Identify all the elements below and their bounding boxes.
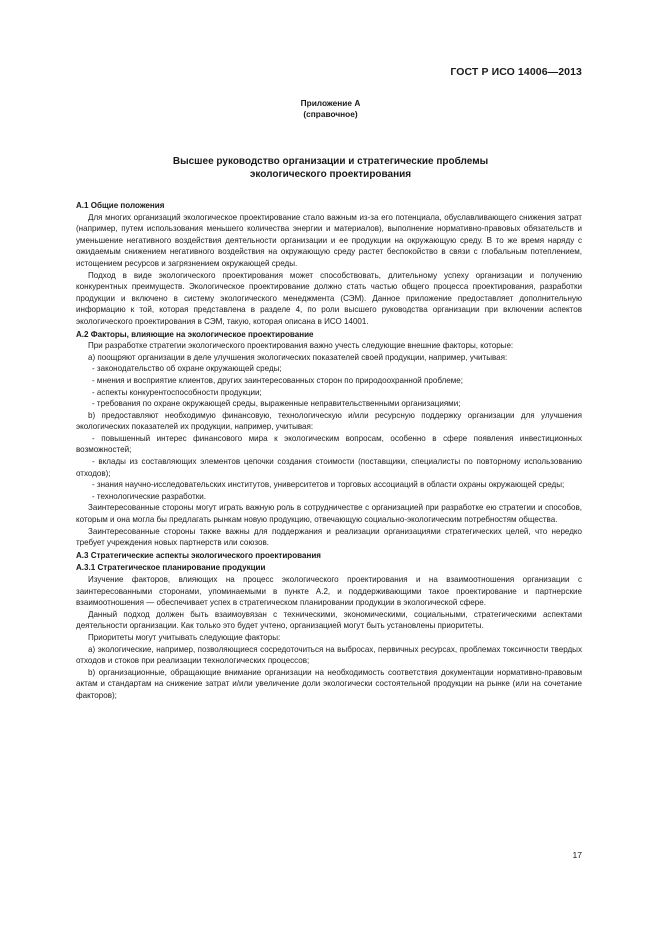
body-paragraph: а) поощряют организации в деле улучшения экологических показателей своей продукции, например, учитывая: bbox=[88, 352, 508, 362]
annex-heading bbox=[0, 98, 661, 120]
document-id: ГОСТ Р ИСО 14006—2013 bbox=[450, 66, 582, 78]
body-paragraph: Заинтересованные стороны могут играть важную роль в сотрудничестве с организацией при разработке ею стратегии и способов, которым и она могла бы предлагать рынкам новую продукцию, отвечающую социально-экологическим потребностям общества. bbox=[76, 503, 582, 525]
bullet-item: - технологические разработки. bbox=[92, 491, 207, 501]
section-heading: А.1 Общие положения bbox=[76, 201, 165, 210]
annex-note: (справочное) bbox=[303, 109, 358, 119]
body-paragraph: При разработке стратегии экологического проектирования важно учесть следующие внешние факторы, которые: bbox=[88, 341, 514, 351]
body-paragraph: Для многих организаций экологическое проектирование стало важным из-за его потенциала, обуславливающего снижения затрат (например, путем использования меньшего количества энергии и материалов), выполнение нормативно-правовых обязательств и уменьшение негативного воздействия деятельности организации и ее продукции на окружающую среду. В то же время наряду с ожидаемым снижением негативного воздействия на окружающую среду растет беспокойство в связи с глобальным потеплением, истощением ресурсов и загрязнением окружающей среды. bbox=[76, 212, 582, 268]
annex-main-title-line-1: Высшее руководство организации и стратегические проблемы bbox=[172, 156, 489, 167]
body-paragraph: b) предоставляют необходимую финансовую, технологическую и/или ресурсную поддержку организации для улучшения экологических показателей их продукции, например, учитывая: bbox=[76, 410, 582, 432]
bullet-item: - повышенный интерес финансового мира к экологическим вопросам, особенно в сфере появления инвестиционных возможностей; bbox=[76, 433, 582, 455]
bullet-item: - вклады из составляющих элементов цепочки создания стоимости (поставщики, специалисты по повторному использованию отходов); bbox=[76, 457, 582, 478]
annex-title: Приложение А bbox=[300, 98, 361, 108]
section-heading: А.3.1 Стратегическое планирование продукции bbox=[76, 563, 266, 573]
body-paragraph: Заинтересованные стороны также важны для поддержания и реализации организациями стратегических целей, что нередко требует учреждения новых партнерств или союзов. bbox=[76, 526, 582, 548]
document-body bbox=[76, 199, 582, 702]
body-paragraph: b) организационные, обращающие внимание организации на необходимость соответствия документации нормативно-правовым актам и стандартам на снижение затрат и/или увеличение доли экологически состоятельной продукции на рынке (или на сочетание факторов); bbox=[76, 667, 582, 700]
bullet-item: - аспекты конкурентоспособности продукции; bbox=[92, 387, 262, 397]
body-paragraph: Подход в виде экологического проектирования может способствовать, длительному успеху организации и получению конкурентных преимуществ. Экологическое проектирование должно стать частью общего процесса проектирования, разработки продукции и включено в систему экологического менеджмента (СЭМ). Данное приложение предоставляет дополнительную информацию к той, которая представлена в разделе 4, по роли высшего руководства организации при включении аспектов экологического проектирования в СЭМ, такую, которая описана в ИСО 14001. bbox=[76, 270, 582, 326]
bullet-item: - законодательство об охране окружающей среды; bbox=[92, 364, 282, 374]
body-paragraph: Приоритеты могут учитывать следующие факторы: bbox=[88, 632, 281, 642]
bullet-item: - мнения и восприятие клиентов, других заинтересованных сторон по природоохранной проблеме; bbox=[92, 375, 464, 385]
section-heading: А.3 Стратегические аспекты экологического проектирования bbox=[76, 550, 321, 560]
annex-main-title-line-2: экологического проектирования bbox=[249, 168, 412, 180]
body-paragraph: Данный подход должен быть взаимоувязан с техническими, экономическими, социальными, стратегическими аспектами деятельности организации. Как только это будет учтено, организацией могут быть установлены приоритеты. bbox=[76, 609, 582, 631]
page-number: 17 bbox=[572, 850, 582, 860]
annex-main-title bbox=[0, 156, 661, 181]
body-paragraph: а) экологические, например, позволяющиеся сосредоточиться на выбросах, первичных ресурсах, проблемах токсичности твердых отходов и стоков при реализации технологических процессов; bbox=[76, 644, 582, 666]
bullet-item: - требования по охране окружающей среды, выраженные неправительственными организациями; bbox=[92, 399, 461, 409]
bullet-item: - знания научно-исследовательских институтов, университетов и торговых ассоциаций в области охраны окружающей среды; bbox=[92, 480, 565, 490]
body-paragraph: Изучение факторов, влияющих на процесс экологического проектирования и на взаимоотношения организации с заинтересованными сторонами, упоминаемыми в пункте А.2, и поддерживающими такое проектирование и партнерские взаимоотношения — обеспечивает успех в стратегическом планировании продукции в экологической сфере. bbox=[76, 575, 582, 608]
section-heading: А.2 Факторы, влияющие на экологическое проектирование bbox=[76, 329, 314, 339]
